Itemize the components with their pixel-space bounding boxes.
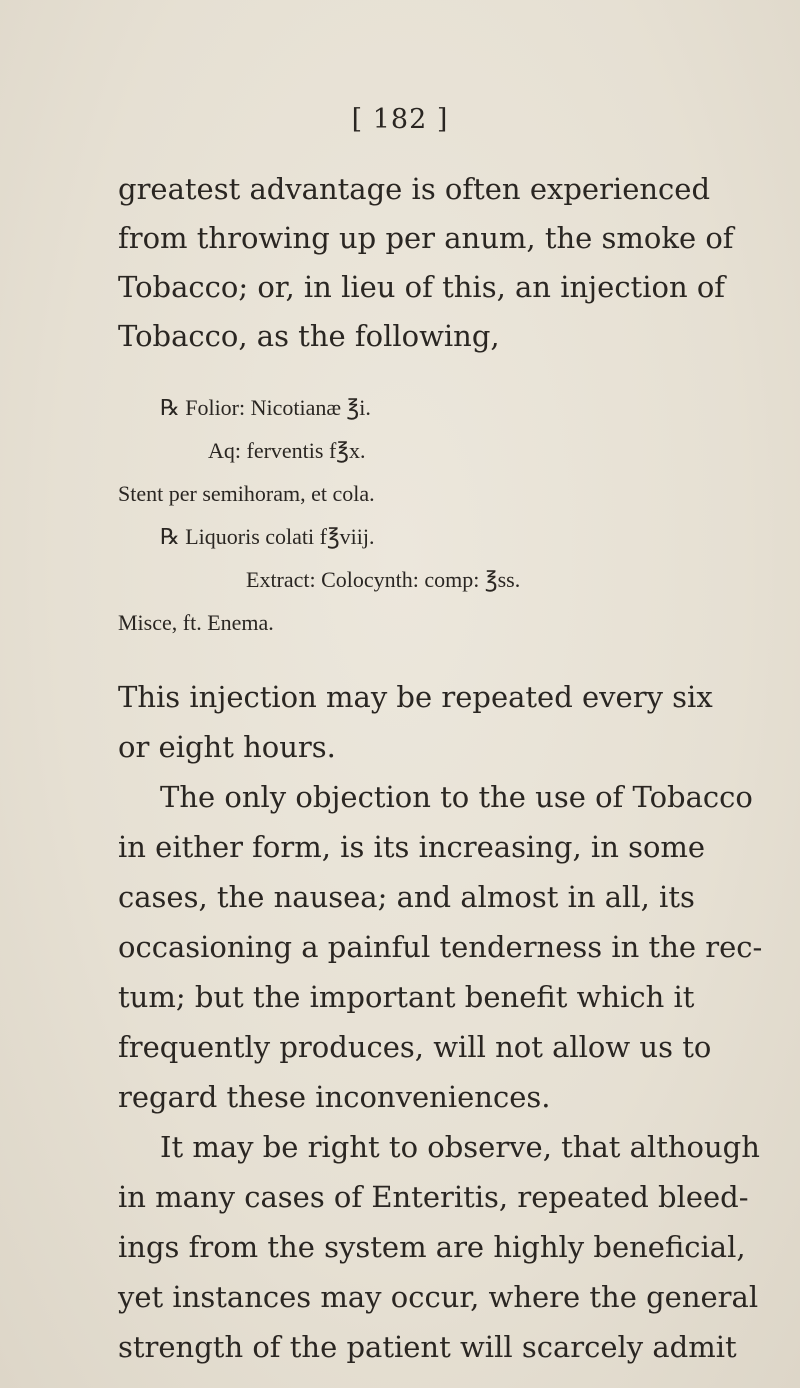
text-line: regard these inconveniences. — [118, 1080, 551, 1114]
recipe-line: Extract: Colocynth: comp: ℥ss. — [246, 567, 521, 592]
text-line: greatest advantage is often experienced — [118, 172, 711, 206]
recipe-line: Misce, ft. Enema. — [118, 610, 274, 635]
text-line: This injection may be repeated every six — [118, 680, 713, 714]
text-line: cases, the nausea; and almost in all, its — [118, 880, 695, 914]
text-line: The only objection to the use of Tobacco — [160, 780, 753, 814]
text-line: Tobacco, as the following, — [118, 319, 500, 353]
text-line: from throwing up per anum, the smoke of — [118, 221, 734, 255]
text-line: tum; but the important benefit which it — [118, 980, 695, 1014]
text-line: It may be right to observe, that although — [160, 1130, 760, 1164]
recipe-line: ℞ Liquoris colati f℥viij. — [160, 524, 375, 549]
text-line: yet instances may occur, where the general — [118, 1280, 759, 1314]
text-line: frequently produces, will not allow us to — [118, 1030, 712, 1064]
text-line: in many cases of Enteritis, repeated bleed- — [118, 1180, 749, 1214]
text-line: Tobacco; or, in lieu of this, an injection of — [118, 270, 726, 304]
text-line: strength of the patient will scarcely admit — [118, 1330, 737, 1364]
text-line: ings from the system are highly beneficial, — [118, 1230, 746, 1264]
page-number: [ 182 ] — [351, 104, 449, 135]
text-line: or eight hours. — [118, 730, 336, 764]
text-line: occasioning a painful tenderness in the rec- — [118, 930, 763, 964]
recipe-line: Stent per semihoram, et cola. — [118, 481, 375, 506]
text-line: in either form, is its increasing, in some — [118, 830, 706, 864]
recipe-line: Aq: ferventis f℥x. — [208, 438, 366, 463]
recipe-line: ℞ Folior: Nicotianæ ℥i. — [160, 395, 371, 420]
